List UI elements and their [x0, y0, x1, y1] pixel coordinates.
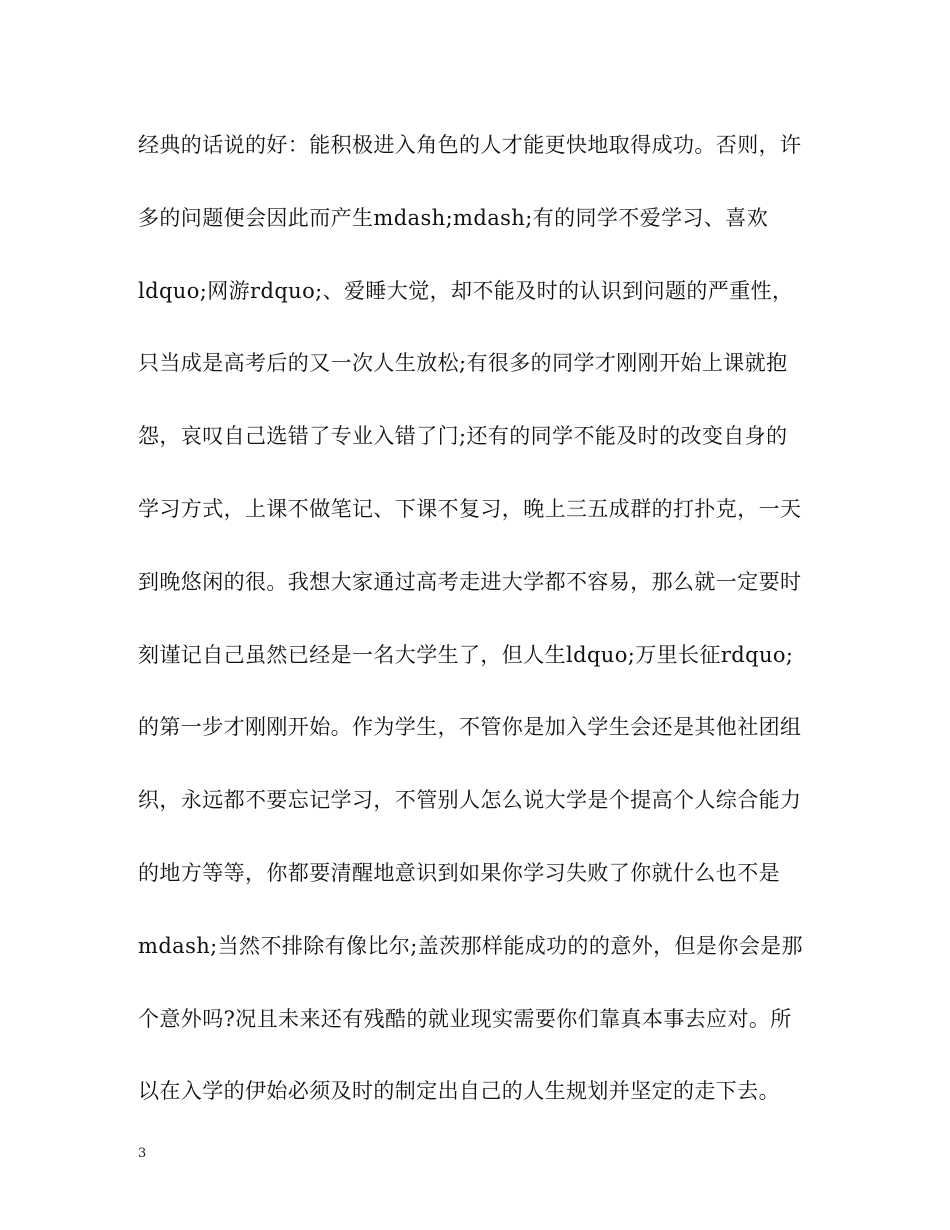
text-line-6: 学习方式，上课不做笔记、下课不复习，晚上三五成群的打扑克，一天	[138, 496, 802, 521]
text-line-11: 的地方等等，你都要清醒地意识到如果你学习失败了你就什么也不是	[138, 860, 780, 885]
text-line-8: 刻谨记自己虽然已经是一名大学生了，但人生ldquo;万里长征rdquo;	[138, 642, 794, 667]
text-line-4: 只当成是高考后的又一次人生放松;有很多的同学才刚刚开始上课就抱	[138, 351, 788, 376]
text-line-14: 以在入学的伊始必须及时的制定出自己的人生规划并坚定的走下去。	[138, 1079, 780, 1104]
text-line-5: 怨，哀叹自己选错了专业入错了门;还有的同学不能及时的改变自身的	[138, 424, 788, 449]
text-line-7: 到晚悠闲的很。我想大家通过高考走进大学都不容易，那么就一定要时	[138, 569, 802, 594]
text-line-10: 织，永远都不要忘记学习，不管别人怎么说大学是个提高个人综合能力	[138, 788, 802, 813]
text-line-3: ldquo;网游rdquo;、爱睡大觉，却不能及时的认识到问题的严重性，	[138, 278, 794, 303]
text-line-13: 个意外吗?况且未来还有残酷的就业现实需要你们靠真本事去应对。所	[138, 1006, 792, 1031]
text-line-9: 的第一步才刚刚开始。作为学生，不管你是加入学生会还是其他社团组	[138, 715, 802, 740]
text-line-12: mdash;当然不排除有像比尔;盖茨那样能成功的的意外，但是你会是那	[138, 933, 803, 958]
text-line-2: 多的问题便会因此而产生mdash;mdash;有的同学不爱学习、喜欢	[138, 205, 769, 230]
page-number: 3	[138, 1146, 147, 1161]
text-line-1: 经典的话说的好：能积极进入角色的人才能更快地取得成功。否则，许	[138, 133, 802, 157]
body-paragraph	[138, 123, 828, 1142]
